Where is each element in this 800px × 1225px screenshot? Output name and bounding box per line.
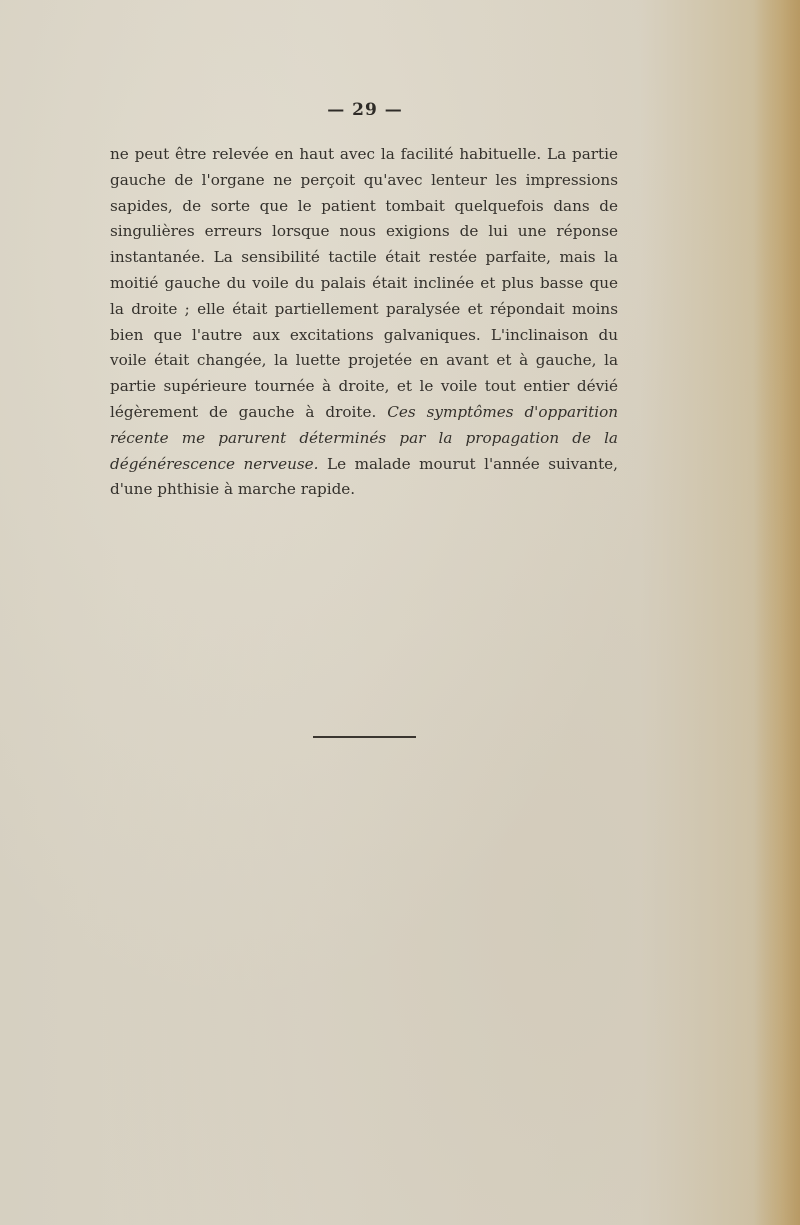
page-number: — 29 — [327, 100, 403, 120]
paragraph-text-part2: Le malade mourut l'année suivante, d'une phthisie à marche rapide. [110, 454, 619, 499]
body-paragraph [110, 142, 618, 503]
paragraph-italic-text: Ces symptômes d'opparition récente me parurent déterminés par la propagation de la dégénérescence nerveuse. [110, 402, 619, 473]
section-end-rule [313, 736, 416, 738]
paragraph-text-part1: ne peut être relevée en haut avec la facilité habituelle. La partie gauche de l'organe ne perçoit qu'avec lenteur les impressions sapides, de sorte que le patient tombait quelquefois dans de singulières erreurs lorsque nous exigions de lui une réponse instantanée. La sensibilité tactile était restée parfaite, mais la moitié gauche du voile du palais était inclinée et plus basse que la droite ; elle était partiellement paralysée et répondait moins bien que l'autre aux excitations galvaniques. L'inclinaison du voile était changée, la luette projetée en avant et à gauche, la partie supérieure tournée à droite, et le voile tout entier dévié légèrement de gauche à droite. [110, 145, 618, 421]
page-edge-discoloration [754, 0, 800, 1225]
